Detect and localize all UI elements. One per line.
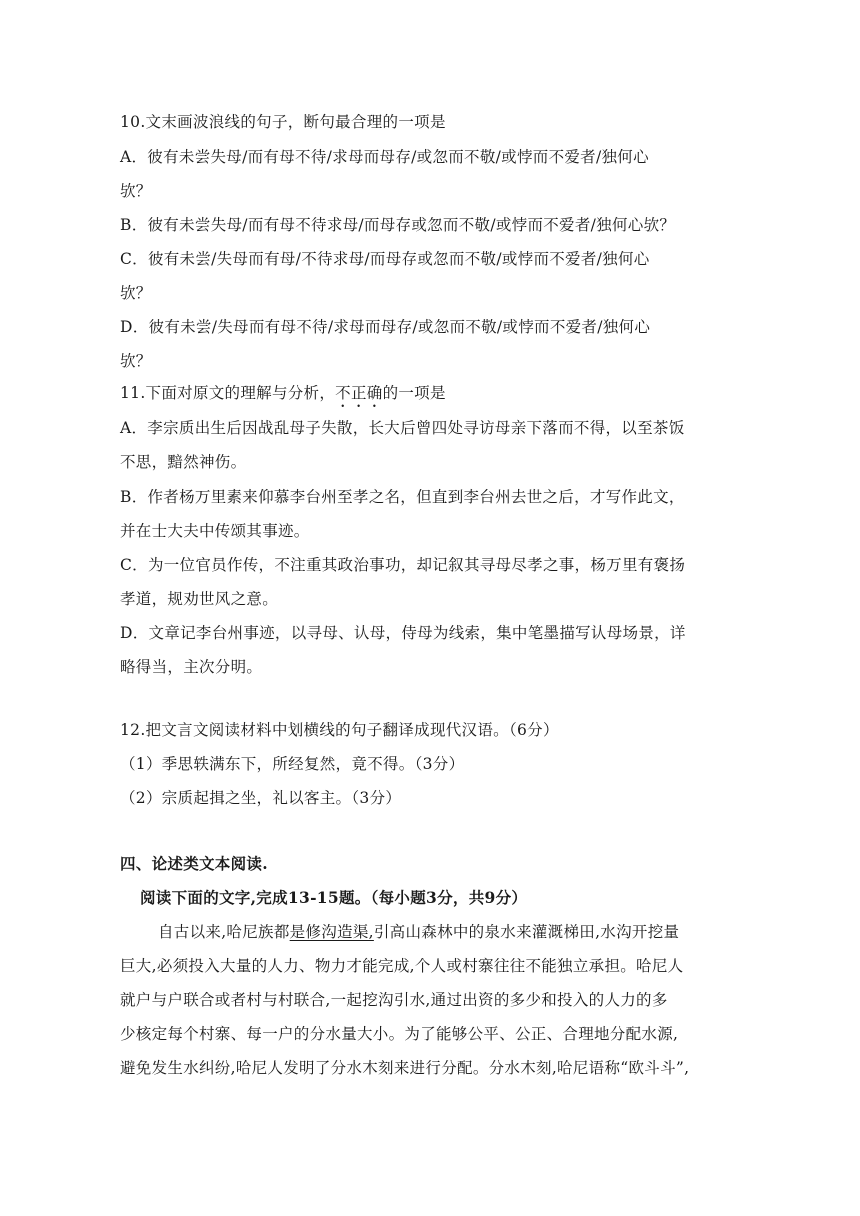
q11-option-a-line1: A．李宗质出生后因战乱母子失散，长大后曾四处寻访母亲下落而不得，以至茶饭 (120, 419, 685, 437)
passage-line-5: 避免发生水纠纷,哈尼人发明了分水木刻来进行分配。分水木刻,哈尼语称“欧斗斗”, (120, 1059, 690, 1077)
q12-stem: 12.把文言文阅读材料中划横线的句子翻译成现代汉语。（6分） (120, 721, 559, 739)
q11-stem-pre: 11.下面对原文的理解与分析， (120, 384, 336, 402)
q11-option-c-line1: C．为一位官员作传，不注重其政治事功，却记叙其寻母尽孝之事，杨万里有褒扬 (120, 556, 686, 574)
passage-line-1-post: 引高山森林中的泉水来灌溉梯田,水沟开挖量 (373, 923, 680, 941)
q11-option-b-line1: B．作者杨万里素来仰慕李台州至孝之名，但直到李台州去世之后，才写作此文， (120, 488, 685, 506)
q10-option-c-line1: C．彼有未尝/失母而有母/不待求母/而母存或忽而不敬/或悖而不爱者/独何心 (120, 250, 650, 268)
passage-line-4: 少核定每个村寨、每一户的分水量大小。为了能够公平、公正、合理地分配水源, (120, 1025, 679, 1043)
q11-option-d-line1: D．文章记李台州事迹，以寻母、认母，侍母为线索，集中笔墨描写认母场景，详 (120, 624, 686, 642)
q10-stem: 10.文末画波浪线的句子，断句最合理的一项是 (120, 113, 446, 131)
q10-option-a-line2: 欤？ (120, 182, 152, 200)
passage-line-3: 就户与户联合或者村与村联合,一起挖沟引水,通过出资的多少和投入的人力的多 (120, 991, 668, 1009)
q10-option-b: B．彼有未尝失母/而有母不待求母/而母存或忽而不敬/或悖而不爱者/独何心欤？ (120, 216, 676, 234)
q11-stem (120, 383, 742, 411)
q11-stem-emphasis: 不正确 (335, 384, 383, 402)
q12-sentence-1: （1）季思轶满东下，所经复然，竟不得。（3分） (120, 755, 465, 773)
passage-line-1-pre: 自古以来,哈尼族都 (158, 923, 290, 941)
q11-option-c-line2: 孝道，规劝世风之意。 (120, 590, 279, 608)
q11-option-a-line2: 不思，黯然神伤。 (120, 453, 247, 471)
q10-option-a-line1: A．彼有未尝失母/而有母不待/求母而母存/或忽而不敬/或悖而不爱者/独何心 (120, 148, 649, 166)
q11-option-d-line2: 略得当，主次分明。 (120, 658, 263, 676)
q11-stem-post: 的一项是 (382, 384, 446, 402)
q12-sentence-2: （2）宗质起揖之坐，礼以客主。（3分） (120, 789, 402, 807)
section-4-instruction: 阅读下面的文字,完成13-15题。（每小题3分，共9分） (140, 888, 528, 907)
q10-option-c-line2: 欤？ (120, 284, 152, 302)
section-4-title: 四、论述类文本阅读. (120, 854, 268, 873)
passage-underlined-phrase: 是修沟造渠, (289, 923, 374, 941)
q11-option-b-line2: 并在士大夫中传颂其事迹。 (120, 522, 310, 540)
passage-line-1 (158, 922, 742, 942)
q10-option-d-line1: D．彼有未尝/失母而有母不待/求母而母存/或忽而不敬/或悖而不爱者/独何心 (120, 318, 651, 336)
passage-line-2: 巨大,必须投入大量的人力、物力才能完成,个人或村寨往往不能独立承担。哈尼人 (120, 957, 684, 975)
q10-option-d-line2: 欤？ (120, 352, 152, 370)
